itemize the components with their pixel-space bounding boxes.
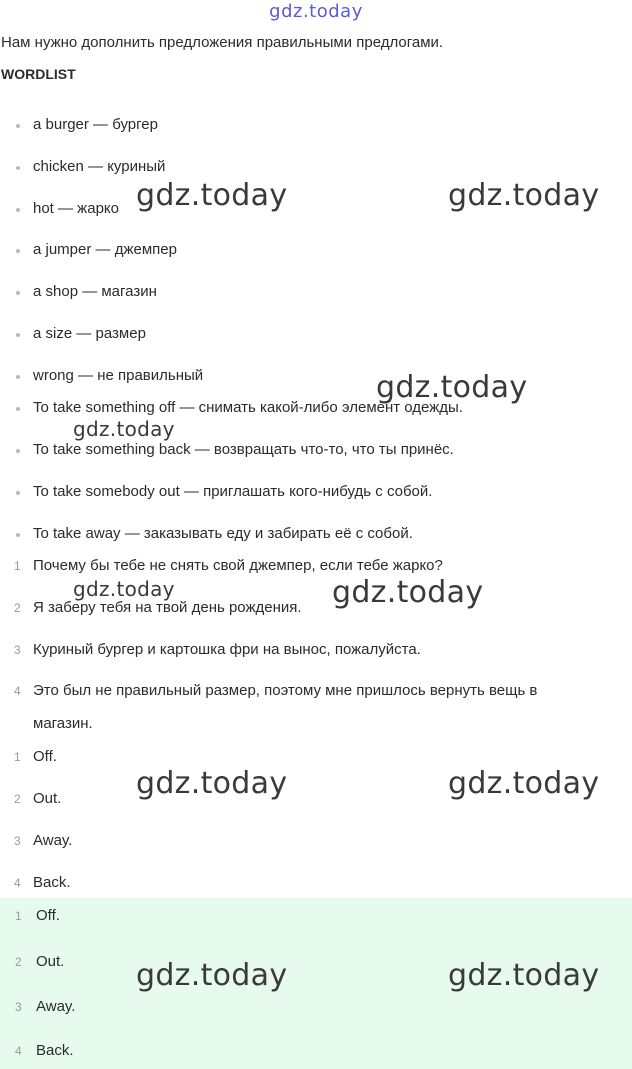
wordlist-item — [0, 325, 632, 345]
wordlist-item — [0, 525, 632, 545]
answer-item — [0, 832, 632, 852]
wordlist-item — [0, 399, 632, 419]
watermark-text: gdz.today — [136, 766, 288, 801]
item-number: 3 — [15, 1000, 22, 1014]
translation-text: Это был не правильный размер, поэтому мне пришлось вернуть вещь в — [33, 682, 538, 699]
bullet-icon — [16, 533, 20, 537]
wordlist-item — [0, 241, 632, 261]
answer-text: Back. — [33, 874, 71, 891]
bullet-icon — [16, 291, 20, 295]
final-answer-item — [0, 907, 632, 927]
item-number: 1 — [14, 559, 21, 573]
wordlist-item — [0, 158, 632, 178]
watermark-text: gdz.today — [73, 577, 175, 601]
wordlist-item-text: a size — размер — [33, 325, 146, 342]
bullet-icon — [16, 249, 20, 253]
item-number: 1 — [14, 750, 21, 764]
wordlist-item-text: To take somebody out — приглашать кого-нибудь с собой. — [33, 483, 433, 500]
wordlist-item — [0, 441, 632, 461]
wordlist-item — [0, 116, 632, 136]
wordlist-item — [0, 367, 632, 387]
watermark-text: gdz.today — [376, 370, 528, 405]
final-answer-text: Back. — [36, 1042, 74, 1059]
item-number: 3 — [14, 834, 21, 848]
item-number: 2 — [15, 955, 22, 969]
wordlist-item-text: a burger — бургер — [33, 116, 158, 133]
item-number: 1 — [15, 909, 22, 923]
wordlist-heading: WORDLIST — [1, 66, 76, 82]
answer-item — [0, 748, 632, 768]
watermark-text: gdz.today — [448, 178, 600, 213]
bullet-icon — [16, 166, 20, 170]
bullet-icon — [16, 333, 20, 337]
watermark-text: gdz.today — [448, 958, 600, 993]
final-answer-text: Off. — [36, 907, 60, 924]
translation-item — [0, 557, 632, 577]
wordlist-item — [0, 483, 632, 503]
wordlist-item-text: wrong — не правильный — [33, 367, 204, 384]
wordlist-item — [0, 283, 632, 303]
item-number: 4 — [15, 1044, 22, 1058]
wordlist-item-text: a shop — магазин — [33, 283, 157, 300]
translation-continuation: магазин. — [33, 715, 93, 732]
wordlist-item-text: a jumper — джемпер — [33, 241, 177, 258]
final-answer-item — [0, 998, 632, 1018]
final-answer-text: Out. — [36, 953, 65, 970]
item-number: 4 — [14, 684, 21, 698]
answer-text: Out. — [33, 790, 62, 807]
bullet-icon — [16, 375, 20, 379]
item-number: 4 — [14, 876, 21, 890]
watermark-text: gdz.today — [332, 575, 484, 610]
final-answer-text: Away. — [36, 998, 76, 1015]
bullet-icon — [16, 407, 20, 411]
final-answer-item — [0, 1042, 632, 1062]
watermark-text: gdz.today — [136, 178, 288, 213]
translation-item — [0, 641, 632, 661]
translation-text: Куриный бургер и картошка фри на вынос, пожалуйста. — [33, 641, 421, 658]
task-intro: Нам нужно дополнить предложения правильными предлогами. — [1, 34, 444, 51]
item-number: 2 — [14, 792, 21, 806]
watermark-text: gdz.today — [73, 417, 175, 441]
translation-text: Я заберу тебя на твой день рождения. — [33, 599, 302, 616]
translation-item — [0, 599, 632, 619]
translation-text: Почему бы тебе не снять свой джемпер, если тебе жарко? — [33, 557, 443, 574]
wordlist-item-text: To take something off — снимать какой-либо элемент одежды. — [33, 399, 463, 416]
answer-text: Off. — [33, 748, 57, 765]
wordlist-item-text: hot — жарко — [33, 200, 119, 217]
answer-item — [0, 874, 632, 894]
answer-text: Away. — [33, 832, 73, 849]
translation-item — [0, 682, 632, 702]
site-watermark-header: gdz.today — [269, 1, 363, 22]
wordlist-item-text: chicken — куриный — [33, 158, 166, 175]
bullet-icon — [16, 208, 20, 212]
wordlist-item-text: To take away — заказывать еду и забирать её с собой. — [33, 525, 413, 542]
bullet-icon — [16, 491, 20, 495]
bullet-icon — [16, 124, 20, 128]
watermark-text: gdz.today — [448, 766, 600, 801]
bullet-icon — [16, 449, 20, 453]
item-number: 3 — [14, 643, 21, 657]
item-number: 2 — [14, 601, 21, 615]
watermark-text: gdz.today — [136, 958, 288, 993]
wordlist-item-text: To take something back — возвращать что-то, что ты принёс. — [33, 441, 454, 458]
